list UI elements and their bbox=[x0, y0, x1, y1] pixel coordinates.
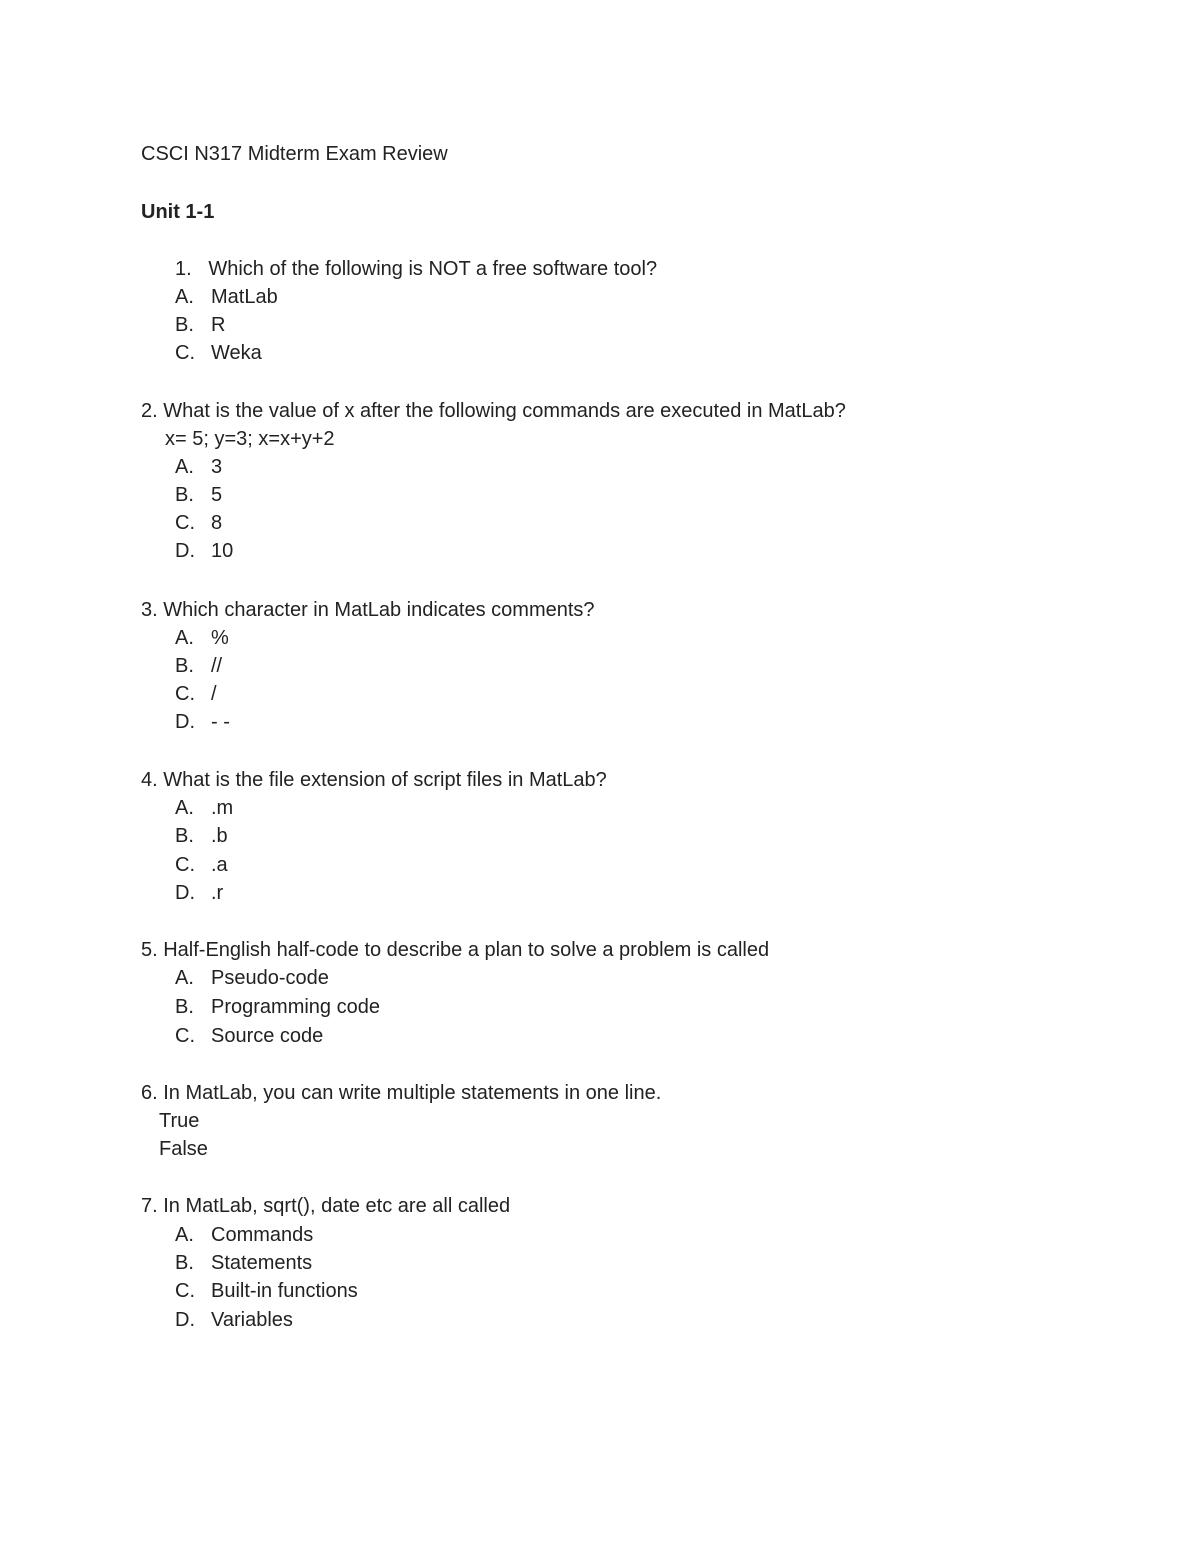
option-letter: A. bbox=[175, 1224, 194, 1246]
option-letter: A. bbox=[175, 797, 194, 819]
option-letter: B. bbox=[175, 484, 194, 506]
option-letter: C. bbox=[175, 512, 195, 534]
option-letter: D. bbox=[175, 711, 195, 733]
option-text: / bbox=[211, 683, 217, 705]
true-option: True bbox=[159, 1110, 200, 1132]
option-text: .m bbox=[211, 797, 234, 819]
option-letter: D. bbox=[175, 1309, 195, 1331]
option-text: Commands bbox=[211, 1224, 314, 1246]
option-letter: A. bbox=[175, 456, 194, 478]
question-1-prompt: 1. Which of the following is NOT a free software tool? bbox=[175, 258, 658, 280]
question-2-code: x= 5; y=3; x=x+y+2 bbox=[165, 428, 335, 450]
option-text: 5 bbox=[211, 484, 223, 506]
option-text: Statements bbox=[211, 1252, 313, 1274]
option-text: 10 bbox=[211, 540, 234, 562]
question-2-prompt: 2. What is the value of x after the following commands are executed in MatLab? bbox=[141, 400, 846, 422]
option-letter: B. bbox=[175, 996, 194, 1018]
false-option: False bbox=[159, 1138, 208, 1160]
option-text: .r bbox=[211, 882, 224, 904]
option-letter: B. bbox=[175, 825, 194, 847]
option-text: 3 bbox=[211, 456, 223, 478]
question-4-prompt: 4. What is the file extension of script files in MatLab? bbox=[141, 769, 607, 791]
option-letter: C. bbox=[175, 683, 195, 705]
option-letter: D. bbox=[175, 882, 195, 904]
option-text: R bbox=[211, 314, 226, 336]
option-text: % bbox=[211, 627, 229, 649]
option-letter: B. bbox=[175, 1252, 194, 1274]
option-text: // bbox=[211, 655, 223, 677]
option-text: - - bbox=[211, 711, 230, 733]
option-text: Variables bbox=[211, 1309, 293, 1331]
option-letter: D. bbox=[175, 540, 195, 562]
option-text: .a bbox=[211, 854, 228, 876]
question-6-prompt: 6. In MatLab, you can write multiple statements in one line. bbox=[141, 1082, 662, 1104]
option-letter: C. bbox=[175, 342, 195, 364]
option-letter: B. bbox=[175, 314, 194, 336]
question-7-prompt: 7. In MatLab, sqrt(), date etc are all called bbox=[141, 1195, 511, 1217]
option-text: MatLab bbox=[211, 286, 278, 308]
option-text: Source code bbox=[211, 1025, 324, 1047]
option-text: Programming code bbox=[211, 996, 380, 1018]
option-letter: C. bbox=[175, 1025, 195, 1047]
option-text: Built-in functions bbox=[211, 1280, 358, 1302]
option-text: 8 bbox=[211, 512, 223, 534]
question-5-prompt: 5. Half-English half-code to describe a plan to solve a problem is called bbox=[141, 939, 770, 961]
option-letter: A. bbox=[175, 627, 194, 649]
question-3-prompt: 3. Which character in MatLab indicates comments? bbox=[141, 599, 595, 621]
option-letter: A. bbox=[175, 286, 194, 308]
option-letter: B. bbox=[175, 655, 194, 677]
option-letter: C. bbox=[175, 854, 195, 876]
option-text: Weka bbox=[211, 342, 262, 364]
option-letter: C. bbox=[175, 1280, 195, 1302]
option-text: Pseudo-code bbox=[211, 967, 329, 989]
unit-heading: Unit 1-1 bbox=[141, 201, 215, 223]
option-letter: A. bbox=[175, 967, 194, 989]
option-text: .b bbox=[211, 825, 228, 847]
document-title: CSCI N317 Midterm Exam Review bbox=[141, 143, 448, 165]
